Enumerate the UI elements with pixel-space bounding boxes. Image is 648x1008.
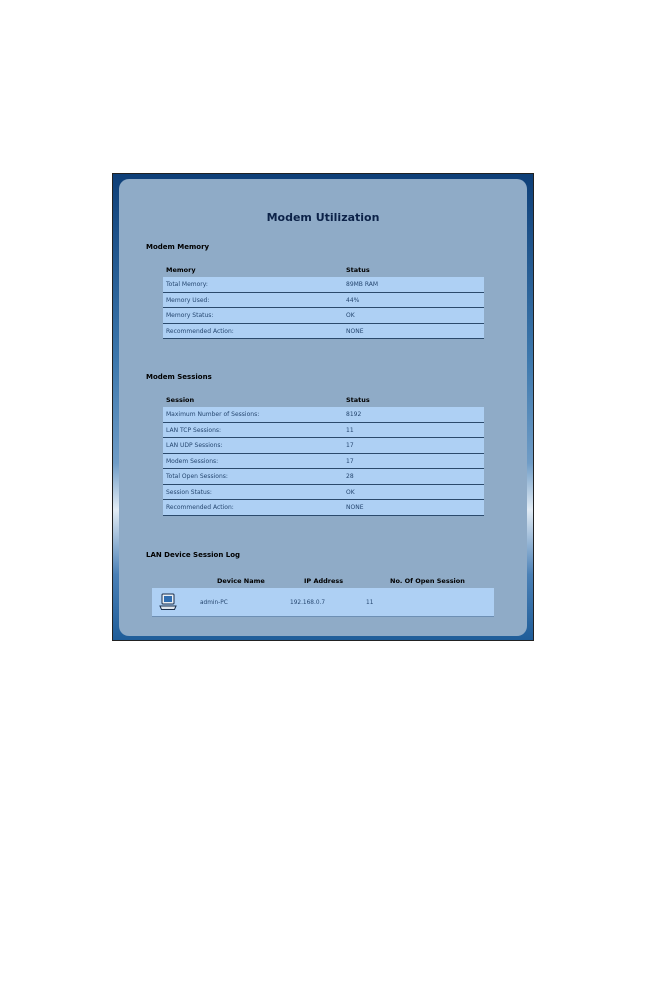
session-column-header: Session — [166, 396, 195, 404]
row-value: 11 — [346, 426, 354, 434]
table-row — [163, 407, 484, 423]
sessions-table — [163, 393, 484, 516]
session-log-header — [119, 577, 527, 587]
table-row — [163, 293, 484, 309]
row-value: 28 — [346, 473, 354, 480]
session-log-section-title: LAN Device Session Log — [146, 551, 241, 559]
row-label: LAN TCP Sessions: — [166, 426, 222, 434]
page-title: Modem Utilization — [266, 211, 380, 224]
device-name-column-header: Device Name — [217, 577, 265, 585]
row-label: Memory Used: — [166, 296, 210, 304]
table-row — [163, 485, 484, 501]
memory-table — [163, 263, 484, 339]
table-row — [163, 423, 484, 439]
row-label: Memory Status: — [166, 312, 214, 319]
table-row — [163, 469, 484, 485]
sessions-section-title: Modem Sessions — [146, 373, 212, 381]
row-value: 8192 — [346, 411, 362, 418]
table-row — [163, 308, 484, 324]
row-label: Total Open Sessions: — [166, 473, 228, 480]
device-name: admin-PC — [200, 600, 228, 606]
memory-table-header — [163, 263, 484, 277]
row-value: NONE — [346, 504, 364, 511]
row-label: Recommended Action: — [166, 327, 234, 335]
row-value: NONE — [346, 327, 364, 335]
memory-column-header: Memory — [166, 266, 196, 274]
row-value: OK — [346, 488, 355, 496]
row-value: 17 — [346, 442, 354, 449]
row-label: Session Status: — [166, 488, 212, 496]
ip-address: 192.168.0.7 — [290, 600, 326, 606]
row-label: Total Memory: — [166, 281, 208, 288]
table-row — [163, 324, 484, 340]
open-session-column-header: No. Of Open Session — [390, 577, 465, 585]
sessions-table-header — [163, 393, 484, 407]
open-session-count: 11 — [366, 600, 374, 606]
memory-section-title: Modem Memory — [146, 243, 210, 251]
table-row — [163, 454, 484, 470]
computer-icon — [159, 593, 177, 611]
row-value: 44% — [346, 296, 360, 304]
row-value: 89MB RAM — [346, 281, 379, 288]
table-row — [163, 500, 484, 516]
row-value: 17 — [346, 457, 354, 465]
row-label: Maximum Number of Sessions: — [166, 411, 260, 418]
ip-address-column-header: IP Address — [304, 577, 344, 585]
table-row — [152, 588, 494, 617]
row-value: OK — [346, 312, 355, 319]
row-label: Modem Sessions: — [166, 457, 219, 465]
row-label: LAN UDP Sessions: — [166, 442, 223, 449]
table-row — [163, 277, 484, 293]
page-frame — [112, 173, 534, 641]
table-row — [163, 438, 484, 454]
status-column-header: Status — [346, 266, 370, 274]
status-column-header: Status — [346, 396, 370, 404]
utilization-panel — [119, 179, 527, 636]
row-label: Recommended Action: — [166, 504, 234, 511]
